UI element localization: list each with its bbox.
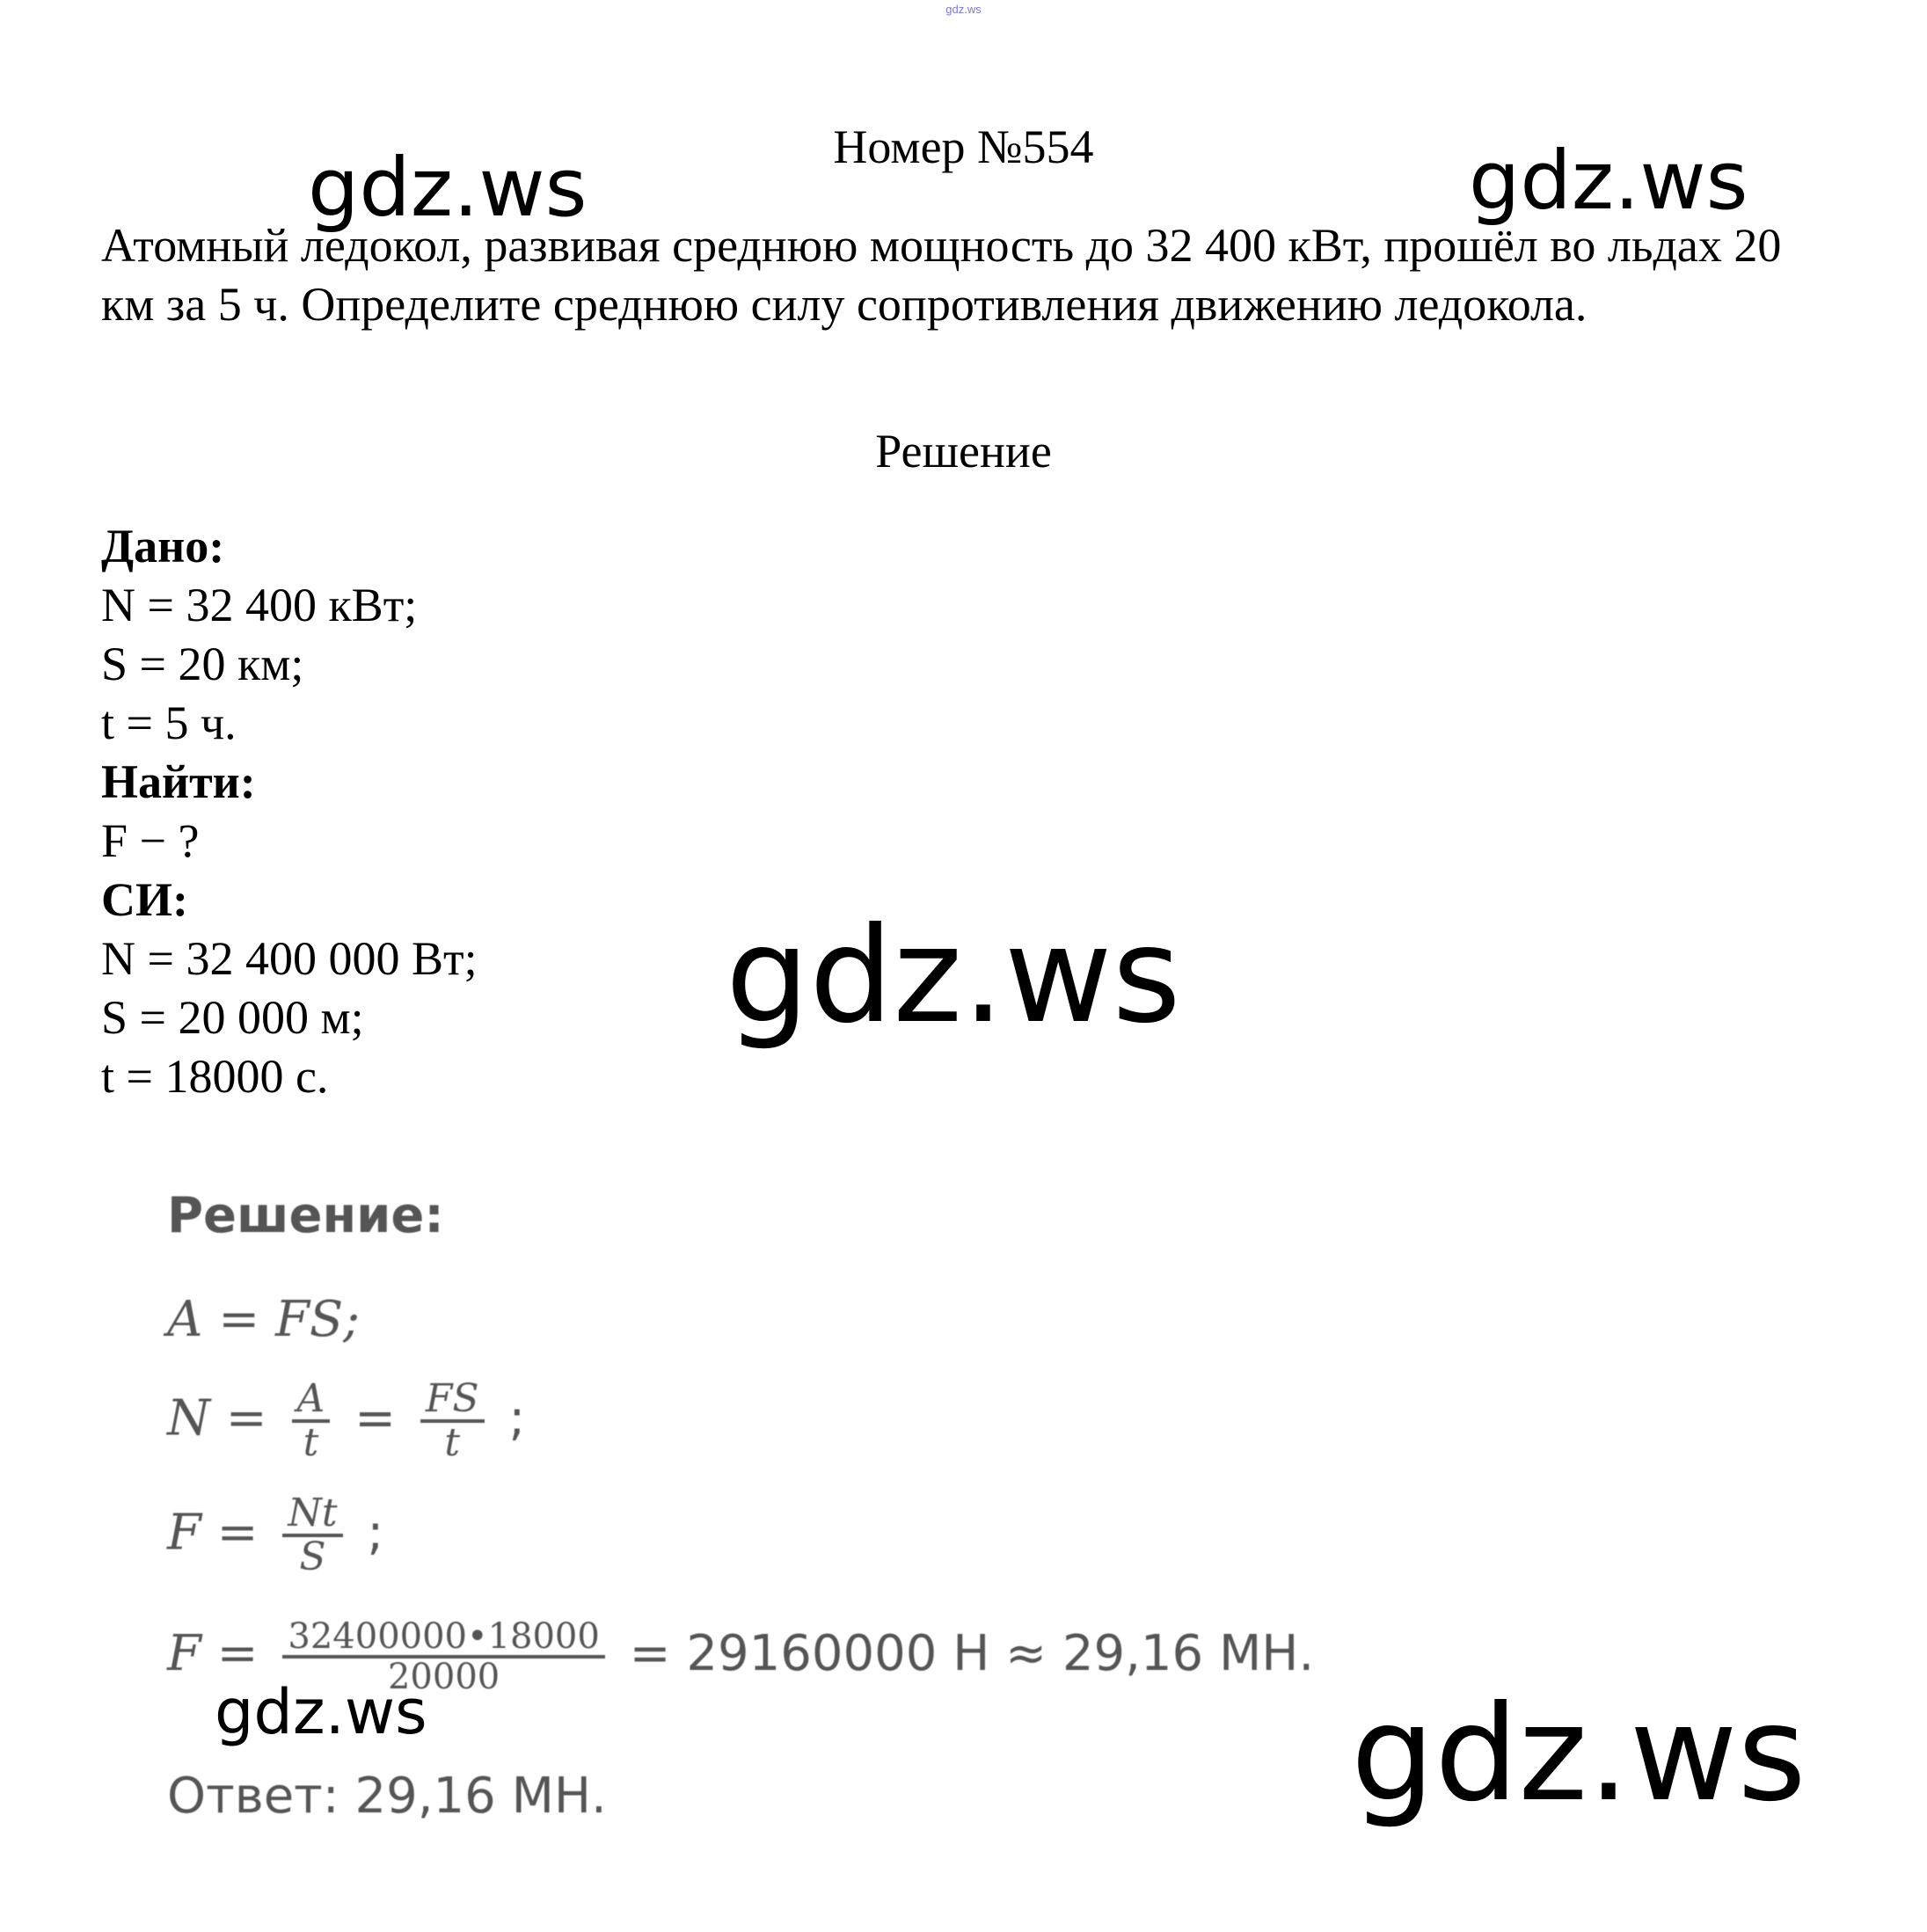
- equation-lhs: F =: [167, 1504, 259, 1562]
- find-label: Найти:: [101, 755, 256, 808]
- given-label: Дано:: [101, 520, 225, 572]
- si-label: СИ:: [101, 873, 188, 926]
- watermark: gdz.ws: [1469, 134, 1748, 228]
- fraction-denominator: t: [444, 1420, 461, 1466]
- answer-line: Ответ: 29,16 МН.: [167, 1768, 607, 1825]
- fraction-numerator: Nt: [282, 1493, 342, 1537]
- given-line: N = 32 400 кВт;: [101, 579, 418, 631]
- fraction: [420, 1376, 485, 1466]
- given-block: [101, 517, 478, 1106]
- fraction-numerator: 32400000•18000: [282, 1618, 604, 1659]
- fraction-numerator: A: [292, 1379, 331, 1423]
- fraction-denominator: t: [303, 1420, 319, 1466]
- solution-label: Решение:: [167, 1187, 444, 1244]
- watermark: gdz.ws: [726, 900, 1181, 1053]
- equation-lhs: N =: [167, 1389, 267, 1447]
- si-line: S = 20 000 м;: [101, 991, 364, 1044]
- equation-text: A = FS;: [167, 1291, 361, 1348]
- given-line: t = 5 ч.: [101, 696, 237, 749]
- equation-work: [167, 1291, 360, 1348]
- equation-lhs: F =: [167, 1625, 259, 1683]
- given-line: S = 20 км;: [101, 638, 304, 690]
- semicolon: ;: [508, 1389, 526, 1447]
- section-heading: Решение: [875, 425, 1052, 478]
- semicolon: ;: [367, 1504, 384, 1562]
- site-mark: gdz.ws: [945, 3, 982, 16]
- si-line: t = 18000 с.: [101, 1050, 329, 1103]
- watermark: gdz.ws: [1351, 1678, 1807, 1831]
- fraction-numerator: FS: [420, 1379, 485, 1423]
- watermark: gdz.ws: [308, 141, 588, 235]
- find-line: F − ?: [101, 814, 200, 867]
- equation-power: [167, 1376, 526, 1466]
- watermark: gdz.ws: [215, 1676, 427, 1748]
- fraction-denominator: S: [299, 1535, 326, 1580]
- page-title: Номер №554: [833, 120, 1094, 173]
- fraction: [292, 1376, 331, 1466]
- si-line: N = 32 400 000 Вт;: [101, 932, 478, 985]
- equals-sign: =: [354, 1389, 397, 1447]
- equation-force: [167, 1493, 383, 1578]
- equation-rhs: = 29160000 Н ≈ 29,16 МН.: [629, 1625, 1315, 1683]
- fraction: [282, 1493, 342, 1578]
- problem-statement: Атомный ледокол, развивая среднюю мощность до 32 400 кВт, прошёл во льдах 20 км за 5 ч. Определите среднюю силу сопротивления движению ледокола.: [101, 219, 1782, 331]
- fraction-denominator: 20000: [387, 1657, 500, 1697]
